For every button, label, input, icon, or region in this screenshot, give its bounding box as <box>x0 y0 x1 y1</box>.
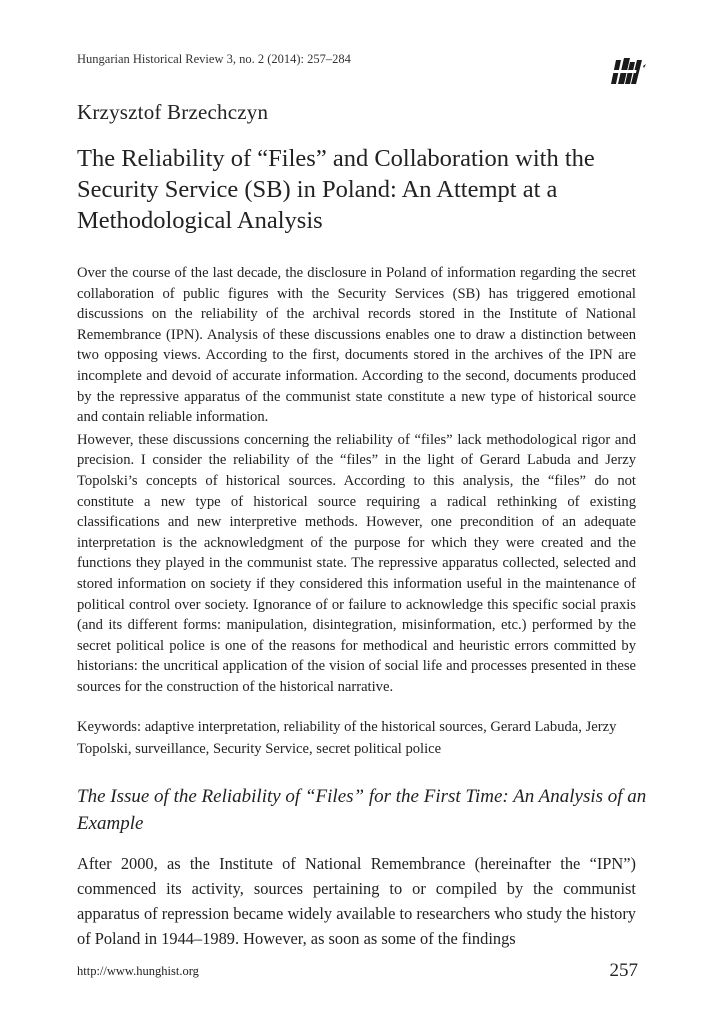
body-paragraph: After 2000, as the Institute of National Remembrance (hereinafter the “IPN”) commenced its activity, sources pertaining to or compiled by the communist apparatus of repression became widely available to researchers who study the history of Poland in 1944–1989. However, as soon as some of the findings <box>77 854 636 948</box>
abstract-paragraph: However, these discussions concerning the reliability of “files” lack methodological rigor and precision. I consider the reliability of the “files” in the light of Gerard Labuda and Jerzy Topolski’s concepts of historical sources. According to this analysis, the “files” do not constitute a new type of historical source requiring a radical rethinking of existing classifications and new interpretive methods. However, one precondition of an adequate interpretation is the acknowledgment of the purpose for which they were created and the functions they played in the communist state. The repressive apparatus collected, selected and stored information on society if they considered this information useful in the maintenance of political control over society. Ignorance of or failure to acknowledge this specific social praxis (and its different forms: manipulation, disintegration, misinformation, etc.) performed by the secret political police is one of the reasons for methodical and heuristic errors committed by historians: the uncritical application of the vision of social life and processes presented in these sources for the construction of the historical narrative. <box>77 431 636 695</box>
keywords: Keywords: adaptive interpretation, reliability of the historical sources, Gerard Labuda, Jerzy Topolski, surveillance, Security Service, secret political police <box>77 719 617 757</box>
author-name: Krzysztof Brzechczyn <box>77 100 269 124</box>
page-number: 257 <box>609 960 638 981</box>
hhr-logo-icon <box>608 54 648 88</box>
footer-url: http://www.hunghist.org <box>77 964 199 978</box>
running-head: Hungarian Historical Review 3, no. 2 (2014): 257–284 <box>77 52 351 66</box>
section-heading: The Issue of the Reliability of “Files” for the First Time: An Analysis of an Example <box>77 786 647 834</box>
article-title: The Reliability of “Files” and Collaboration with the Security Service (SB) in Poland: An Attempt at a Methodological Analysis <box>77 145 595 234</box>
abstract-paragraph: Over the course of the last decade, the disclosure in Poland of information regarding the secret collaboration of public figures with the Security Services (SB) has triggered emotional discussions on the reliability of the archival records stored in the Institute of National Remembrance (IPN). Analysis of these discussions enables one to draw a distinction between two opposing views. According to the first, documents stored in the archives of the IPN are incomplete and devoid of accurate information. According to the second, documents produced by the repressive apparatus of the communist state constitute a new type of historical source and contain reliable information. <box>77 265 636 426</box>
abstract <box>77 263 636 697</box>
